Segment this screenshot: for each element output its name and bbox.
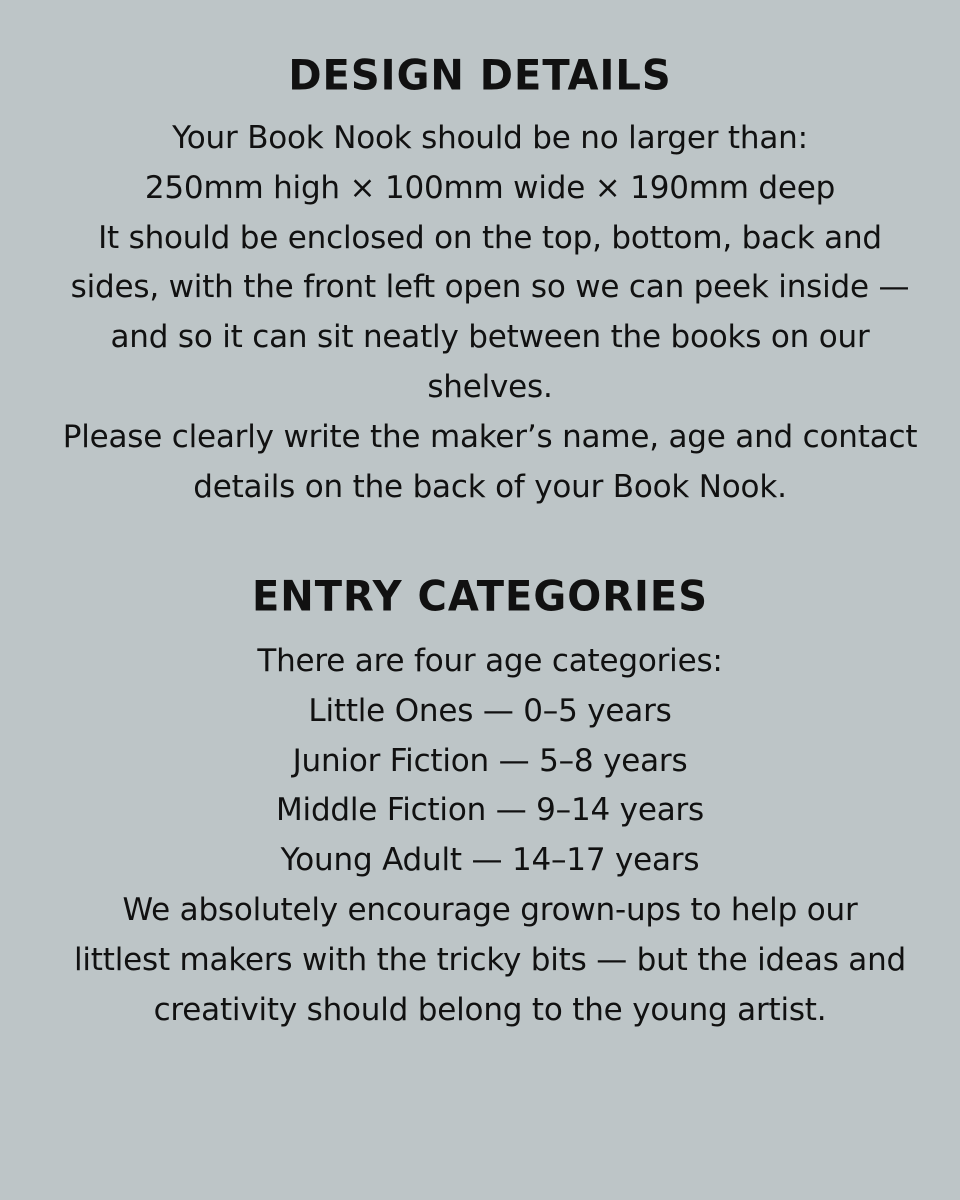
- category-little-ones: Little Ones — 0–5 years: [308, 692, 672, 729]
- entry-line: There are four age categories:: [257, 643, 723, 679]
- category-young-adult: Young Adult — 14–17 years: [280, 842, 700, 879]
- category-junior-fiction: Junior Fiction — 5–8 years: [292, 742, 688, 779]
- entry-categories-heading: ENTRY CATEGORIES: [251, 572, 709, 622]
- design-details-heading: DESIGN DETAILS: [288, 51, 672, 101]
- design-line: It should be enclosed on the top, bottom, back and: [98, 219, 882, 256]
- category-middle-fiction: Middle Fiction — 9–14 years: [275, 792, 704, 829]
- entry-categories-text: [20, 637, 960, 1035]
- design-details-text: [20, 114, 960, 512]
- design-line: Please clearly write the maker’s name, age and contact: [62, 418, 918, 455]
- entry-line: We absolutely encourage grown-ups to help our: [122, 891, 858, 928]
- entry-line: littlest makers with the tricky bits — but the ideas and: [73, 941, 907, 978]
- design-line: details on the back of your Book Nook.: [193, 468, 787, 505]
- design-line: sides, with the front left open so we can peek inside —: [70, 269, 910, 306]
- design-line: and so it can sit neatly between the books on our: [110, 319, 870, 356]
- entry-line: creativity should belong to the young artist.: [153, 991, 827, 1028]
- design-line: shelves.: [427, 368, 553, 405]
- design-line: Your Book Nook should be no larger than:: [172, 120, 808, 156]
- design-line: 250mm high × 100mm wide × 190mm deep: [144, 169, 836, 206]
